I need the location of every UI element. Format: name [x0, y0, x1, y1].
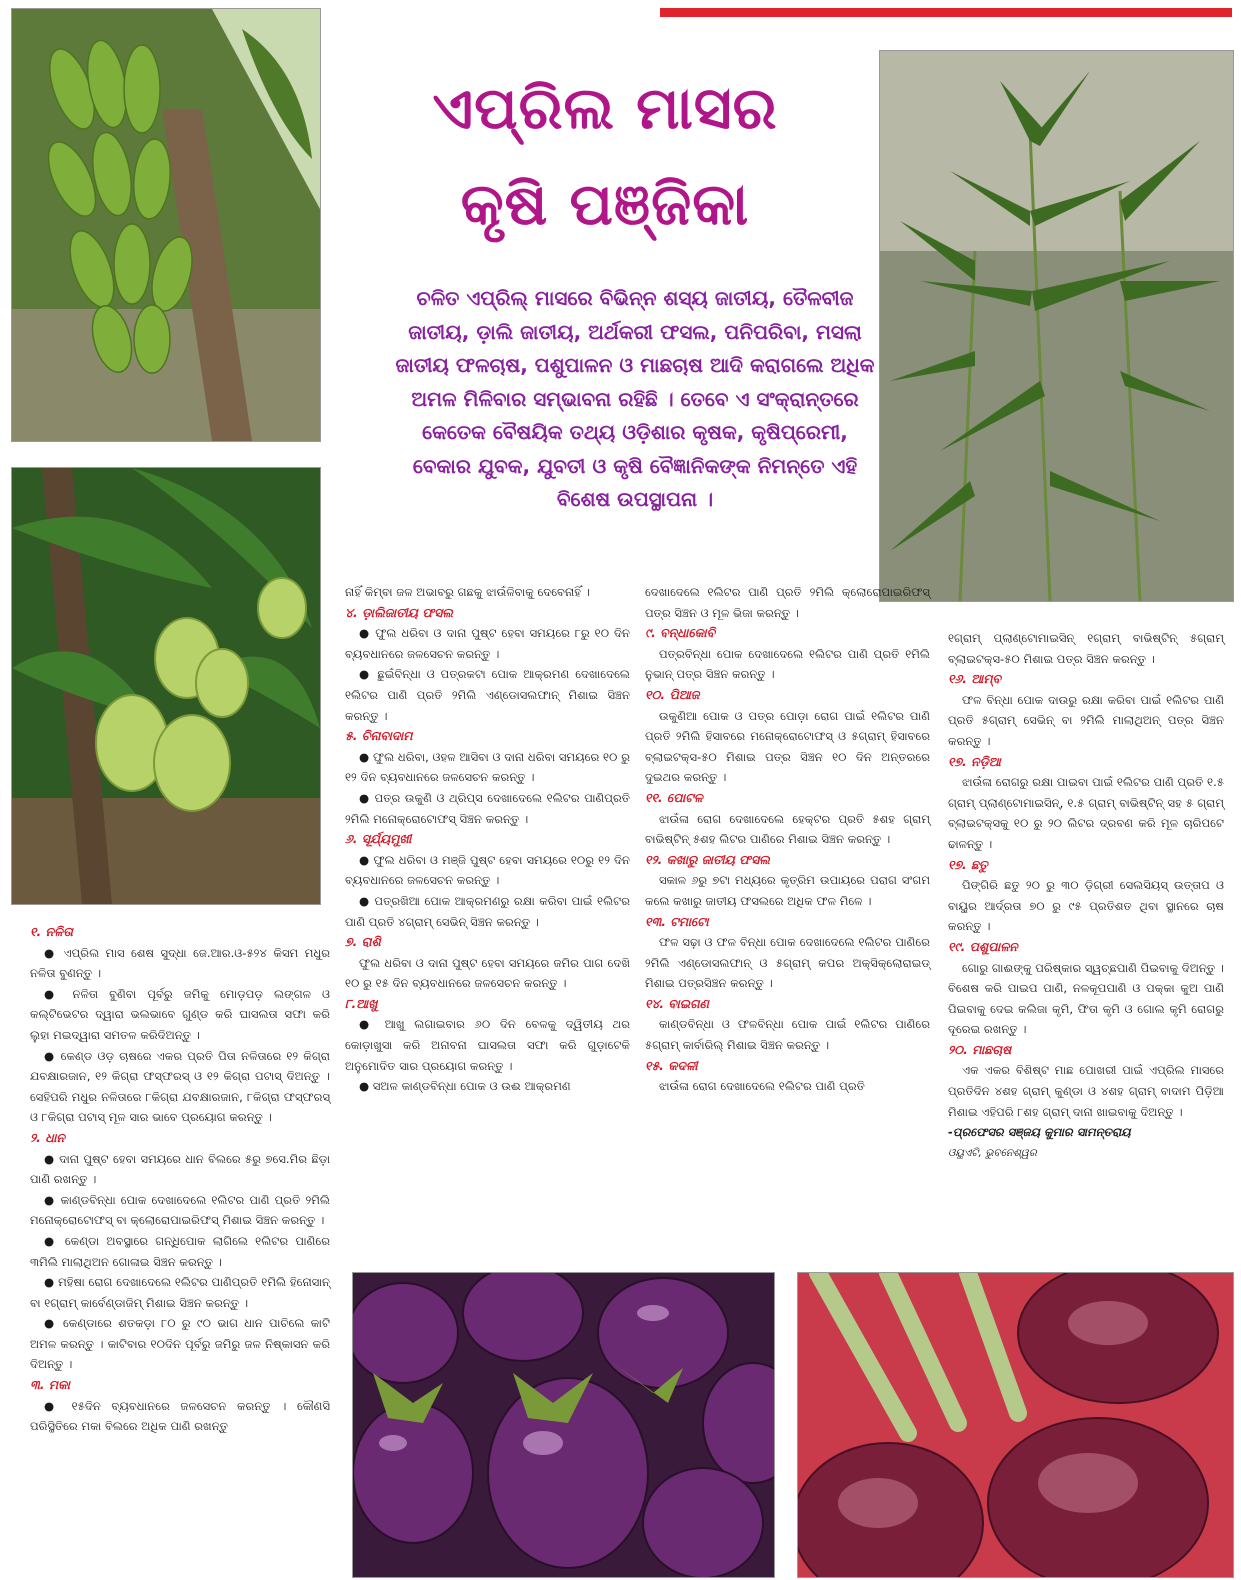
bullet-text: ● ମହିଷା ରୋଗ ଦେଖାଦେଲେ ୧ଲିଟର ପାଣିପ୍ରତି ୧ମିଲି ହିନୋସାନ୍ ବା ୧ଗ୍ରାମ୍ କାର୍ବେଣ୍ଡାଜିମ୍ ମିଶାଇ ସିଞ୍ଚନ କରନ୍ତୁ ।: [30, 1272, 330, 1313]
body-text: ସକାଳ ୬ରୁ ୭ଟା ମଧ୍ୟରେ କୃତ୍ରିମ ଉପାୟରେ ପରାଗ ସଂଗମ କଲେ କଖାରୁ ଜାତୀୟ ଫସଲରେ ଅଧିକ ଫଳ ମିଳେ ।: [645, 873, 930, 908]
bullet-text: ● ପତ୍ର ଉକୁଣି ଓ ଥ୍ରିପ୍ସ ଦେଖାଦେଲେ ୧ଲିଟର ପାଣିପ୍ରତି ୨ମିଲି ମନୋକ୍ରୋଟୋଫସ୍ ସିଞ୍ଚନ କରନ୍ତୁ ।: [345, 788, 630, 829]
bullet-text: ● ଏପ୍ରିଲ ମାସ ଶେଷ ସୁଦ୍ଧା ଜେ.ଆର.ଓ-୫୨୪ କିସମ ମଧୁର ନଳିତା ବୁଣନ୍ତୁ ।: [30, 943, 330, 984]
section-heading: ୧୨. କଖାରୁ ଜାତୀୟ ଫସଲ: [645, 851, 770, 867]
body-text: ଏକ ଏକର ବିଶିଷ୍ଟ ମାଛ ପୋଖରୀ ପାଇଁ ଏପ୍ରିଲ ମାସରେ ପ୍ରତିଦିନ ୪ଶହ ଗ୍ରାମ୍ କୁଣ୍ଡା ଓ ୪ଶହ ଗ୍ରାମ୍ ବାଦାମ ପିଡ଼ିଆ ମିଶାଇ ଏହିପରି ୮ଶହ ଗ୍ରାମ୍ ଦାନା ଖାଇବାକୁ ଦିଅନ୍ତୁ ।: [948, 1063, 1224, 1119]
body-text: ଝାଉଁଳା ରୋଗରୁ ରକ୍ଷା ପାଇବା ପାଇଁ ୧ଲିଟର ପାଣି ପ୍ରତି ୧.୫ ଗ୍ରାମ୍ ପ୍ଲାଣ୍ଟୋମାଇସିନ୍, ୧.୫ ଗ୍ରାମ୍ ବାଭିଷ୍ଟିନ୍ ସହ ୫ ଗ୍ରାମ୍ ବ୍ଲାଇଟକ୍ସକୁ ୧୦ ରୁ ୨୦ ଲିଟର ଦ୍ରବଣ କରି ମୂଳ ଚାରିପଟେ ଢାଳନ୍ତୁ ।: [948, 775, 1224, 851]
bullet-text: ● କେଣ୍ଡ ଓଡ଼ ଚାଷରେ ଏକର ପ୍ରତି ପିତା ନଳିତାରେ ୧୨ କିଗ୍ରା ଯବକ୍ଷାରଜାନ, ୧୨ କିଗ୍ରା ଫସ୍‌ଫରସ୍ ଓ ୧୨ କିଗ୍ରା ପଟାସ୍ ଦିଅନ୍ତୁ । ସେହିପରି ମଧୁର ନଳିତାରେ ୮କିଗ୍ରା ଯବକ୍ଷାରଜାନ, ୮କିଗ୍ରା ଫସ୍‌ଫରସ୍ ଓ ୮କିଗ୍ରା ପଟାସ୍ ମୂଳ ସାର ଭାବେ ପ୍ରୟୋଗ କରନ୍ତୁ ।: [30, 1046, 330, 1128]
body-text: ଉକୁଣିଆ ପୋକ ଓ ପତ୍ର ପୋଡ଼ା ରୋଗ ପାଇଁ ୧ଲିଟର ପାଣି ପ୍ରତି ୨ମିଲି ହିସାବରେ ମନୋକ୍ରୋଟୋଫସ୍ ଓ ୫ଗ୍ରାମ୍ ହିସାବରେ ବ୍ଲାଇଟକ୍ସ-୫୦ ମିଶାଇ ପତ୍ର ସିଞ୍ଚନ ୧୦ ଦିନ ଅନ୍ତରରେ ଦୁଇଥର କରନ୍ତୁ ।: [645, 708, 930, 785]
section-heading: ୧୧. ପୋଟଳ: [645, 789, 703, 805]
section-heading: ୮.ଆଖୁ: [345, 995, 378, 1011]
column-3: [645, 582, 930, 1097]
body-text: ଫଳ ସଢ଼ା ଓ ଫଳ ବିନ୍ଧା ପୋକ ଦେଖାଦେଲେ ୧ଲିଟର ପାଣିରେ ୨ମିଲି ଏଣ୍ଡୋସଲଫାନ୍ ଓ ୫ଗ୍ରାମ୍ କପର ଅକ୍ସିକ୍ଲୋରାଇଡ୍ ମିଶାଇ ପତ୍ରସିଞ୍ଚନ କରନ୍ତୁ ।: [645, 935, 930, 991]
body-text: କାଣ୍ଡବିନ୍ଧା ଓ ଫଳବିନ୍ଧା ପୋକ ପାଇଁ ୧ଲିଟର ପାଣିରେ ୫ଗ୍ରାମ୍ କାର୍ବାରିଲ୍ ମିଶାଇ ସିଞ୍ଚନ କରନ୍ତୁ ।: [645, 1017, 930, 1053]
onion-photo: [797, 1272, 1234, 1578]
bullet-text: ● ନଳିତା ବୁଣିବା ପୂର୍ବରୁ ଜମିକୁ ମୋଡ଼ପଡ଼ ଲଙ୍ଗଳ ଓ କଲ୍ଟିଭେଟର ଦ୍ୱାରା ଭଲଭାବେ ଗୁଣ୍ଡ କରି ଘାସଲତା ସଫା କରି ଲୁହା ମଇଦ୍ୱାରା ସମତଳ କରିଦିଅନ୍ତୁ ।: [30, 984, 330, 1046]
section-heading: ୧୯. ପଶୁପାଳନ: [948, 938, 1018, 954]
section-heading: ୫. ଚିନାବାଦାମ: [345, 728, 413, 744]
intro-paragraph: ଚଳିତ ଏପ୍ରିଲ୍ ମାସରେ ବିଭିନ୍ନ ଶସ୍ୟ ଜାତୀୟ, ତୈଳବୀଜ ଜାତୀୟ, ଡ଼ାଲି ଜାତୀୟ, ଅର୍ଥକରୀ ଫସଲ, ପନିପରିବା, ମସଲା ଜାତୀୟ ଫଳଚାଷ, ପଶୁପାଳନ ଓ ମାଛଚାଷ ଆଦି କରାଗଲେ ଅଧିକ ଅମଳ ମିଳିବାର ସମ୍ଭାବନା ରହିଛି । ତେବେ ଏ ସଂକ୍ରାନ୍ତରେ କେତେକ ବୈଷୟିକ ତଥ୍ୟ ଓଡ଼ିଶାର କୃଷକ, କୃଷିପ୍ରେମୀ, ବେକାର ଯୁବକ, ଯୁବତୀ ଓ କୃଷି ବୈଜ୍ଞାନିକଙ୍କ ନିମନ୍ତେ ଏହି ବିଶେଷ ଉପସ୍ଥାପନା ।: [395, 286, 875, 511]
bullet-text: ● ଫୁଲ ଧରିବା, ଓହଳ ଆସିବା ଓ ଦାନା ଧରିବା ସମୟରେ ୧୦ ରୁ ୧୨ ଦିନ ବ୍ୟବଧାନରେ ଜଳସେଚନ କରନ୍ତୁ ।: [345, 747, 630, 788]
section-heading: ୨୦. ମାଛଚାଷ: [948, 1041, 1012, 1057]
author-credit: -ପ୍ରଫେସର ସଞ୍ଜୟ କୁମାର ସାମନ୍ତରାୟ: [948, 1125, 1131, 1140]
bullet-text: ● ଛୁଇଁବିନ୍ଧା ଓ ପତ୍ରକଟା ପୋକ ଆକ୍ରମଣ ଦେଖାଦେଲେ ୧ଲିଟର ପାଣି ପ୍ରତି ୨ମିଲି ଏଣ୍ଡୋସଲଫାନ୍ ମିଶାଇ ସିଞ୍ଚନ କରନ୍ତୁ ।: [345, 664, 630, 726]
body-text: ଗୋରୁ ଗାଈଙ୍କୁ ପରିଷ୍କାର ସ୍ୱଚ୍ଛପାଣି ପିଇବାକୁ ଦିଅନ୍ତୁ । ବିଶେଷ କରି ପାଇପ ପାଣି, ନଳକୂପପାଣି ଓ ପକ୍କା କୁଅ ପାଣି ପିଇବାକୁ ଦେଇ କଲିଜା କୃମି, ଫିତା କୃମି ଓ ଗୋଲ କୃମି ରୋଗରୁ ଦୂରେଇ ରଖନ୍ତୁ ।: [948, 960, 1225, 1037]
body-text: ପତ୍ରବିନ୍ଧା ପୋକ ଦେଖାଦେଲେ ୧ଲିଟର ପାଣି ପ୍ରତି ୧ମିଲି ନୁଭାନ୍ ପତ୍ର ସିଞ୍ଚନ କରନ୍ତୁ ।: [645, 646, 930, 682]
title-line-1: ଏପ୍ରିଲ ମାସର: [432, 74, 778, 142]
bullet-text: ● ଫୁଲ ଧରିବା ଓ ମଞ୍ଜି ପୁଷ୍ଟ ହେବା ସମୟରେ ୧୦ରୁ ୧୨ ଦିନ ବ୍ୟବଧାନରେ ଜଳସେଚନ କରନ୍ତୁ ।: [345, 850, 630, 891]
section-heading: ୧. ନଳିତା: [30, 924, 73, 939]
body-text: ପିଙ୍ଗିରି ଛତୁ ୨୦ ରୁ ୩୦ ଡ଼ିଗ୍ରୀ ସେଲସିୟସ୍ ଉତ୍ତାପ ଓ ବାୟୁର ଆର୍ଦ୍ରତା ୭୦ ରୁ ୯୫ ପ୍ରତିଶତ ଥିବା ସ୍ଥାନରେ ଚାଷ କରନ୍ତୁ ।: [948, 878, 1224, 934]
section-heading: ୩. ମକା: [30, 1377, 71, 1393]
bullet-text: ● ୧୫ଦିନ ବ୍ୟବଧାନରେ ଜଳସେଚନ କରନ୍ତୁ । କୌଣସି ପରିସ୍ଥିତିରେ ମକା ବିଲରେ ଅଧିକ ପାଣି ରଖନ୍ତୁ: [30, 1396, 330, 1437]
page-title: [335, 60, 875, 252]
section-heading: ୧୭. ଛତୁ: [948, 856, 988, 872]
jute-plant-photo: [879, 50, 1234, 602]
bullet-text: ● କାଣ୍ଡବିନ୍ଧା ପୋକ ଦେଖାଦେଲେ ୧ଲିଟର ପାଣି ପ୍ରତି ୨ମିଲି ମନୋକ୍ରୋଟୋଫସ୍ ବା କ୍ଲୋରୋପାଇରିଫସ୍ ମିଶାଇ ସିଞ୍ଚନ କରନ୍ତୁ ।: [30, 1190, 330, 1231]
bullet-text: ● କେଣ୍ଡା ଅବସ୍ଥାରେ ଗନ୍ଧିପୋକ ଲାଗିଲେ ୧ଲିଟର ପାଣିରେ ୩ମିଲି ମାଲାଥିଅନ ଗୋଳାଇ ସିଞ୍ଚନ କରନ୍ତୁ ।: [30, 1231, 330, 1272]
bullet-text: ● ପତ୍ରଖିଆ ପୋକ ଆକ୍ରମଣରୁ ରକ୍ଷା କରିବା ପାଇଁ ୧ଲିଟର ପାଣି ପ୍ରତି ୪ଗ୍ରାମ୍ ସେଭିନ୍ ସିଞ୍ଚନ କରନ୍ତୁ ।: [345, 891, 630, 932]
bullet-text: ● ଦାନା ପୁଷ୍ଟ ହେବା ସମୟରେ ଧାନ ବିଲରେ ୫ରୁ ୭ସେ.ମିର ଛିଡ଼ା ପାଣି ରଖନ୍ତୁ ।: [30, 1149, 330, 1190]
section-heading: ୧୭. ନଡ଼ିଆ: [948, 753, 1001, 769]
bullet-text: ● କେଣ୍ଡାରେ ଶତକଡ଼ା ୮୦ ରୁ ୯୦ ଭାଗ ଧାନ ପାଚିଲେ କାଟି ଅମଳ କରନ୍ତୁ । କାଟିବାର ୧୦ଦିନ ପୂର୍ବରୁ ଜମିରୁ ଜଳ ନିଷ୍କାସନ କରି ଦିଅନ୍ତୁ ।: [30, 1313, 330, 1375]
column-2: [345, 582, 630, 1097]
section-heading: ୬. ସୂର୍ଯ୍ୟମୁଖୀ: [345, 831, 412, 847]
bullet-text: ● ଆଖୁ ଲଗାଇବାର ୬୦ ଦିନ ବେଳକୁ ଦ୍ୱିତୀୟ ଥର କୋଡ଼ାଖୁସା କରି ଅନାବନା ଘାସଲତା ସଫା କରି ଗୁଡ଼ାଟେକି ଅନୁମୋଦିତ ସାର ପ୍ରୟୋଗ କରନ୍ତୁ ।: [345, 1014, 630, 1076]
section-heading: ୪. ଡ଼ାଲିଜାତୀୟ ଫସଲ: [345, 604, 453, 620]
mango-photo: [11, 467, 321, 905]
section-heading: ୧୬. ଆମ୍ବ: [948, 671, 1001, 687]
section-heading: ୧୩. ଟମାଟୋ: [645, 913, 709, 929]
continued-text: ୧ଗ୍ରାମ୍ ପ୍ଲାଣ୍ଟୋମାଇସିନ୍ ୧ଗ୍ରାମ୍ ବାଭିଷ୍ଟିନ୍ ୫ଗ୍ରାମ୍ ବ୍ଲାଇଟକ୍ସ-୫୦ ମିଶାଇ ପତ୍ର ସିଞ୍ଚନ କରନ୍ତୁ ।: [948, 631, 1224, 666]
bullet-text: ● ଫୁଲ ଧରିବା ଓ ଦାନା ପୁଷ୍ଟ ହେବା ସମୟରେ ୮ରୁ ୧୦ ଦିନ ବ୍ୟବଧାନରେ ଜଳସେଚନ କରନ୍ତୁ ।: [345, 623, 630, 664]
section-heading: ୧୫. କଦଳୀ: [645, 1057, 698, 1073]
bullet-text: ● ସଅଳ କାଣ୍ଡବିନ୍ଧା ପୋକ ଓ ଉଈ ଆକ୍ରମଣ: [345, 1076, 630, 1097]
section-heading: ୨. ଧାନ: [30, 1129, 65, 1145]
section-heading: ୧୪. ବାଇଗଣ: [645, 995, 709, 1011]
continued-text: ଦେଖାଦେଲେ ୧ଲିଟର ପାଣି ପ୍ରତି ୨ମିଲି କ୍ଲୋରୋପାଇରିଫସ୍ ପତ୍ର ସିଞ୍ଚନ ଓ ମୂଳ ଭିଜା କରନ୍ତୁ ।: [645, 585, 930, 620]
banana-photo: [11, 8, 321, 442]
top-red-bar: [660, 8, 1232, 17]
column-1: [30, 922, 330, 1437]
author-affiliation: ଓୟୁଏଟି, ଭୁବନେଶ୍ୱର: [948, 1146, 1037, 1159]
continued-text: ନାହିଁ କିମ୍ବା ଜଳ ଅଭାବରୁ ଗଛକୁ ଝାଉଁଳିବାକୁ ଦେବେନାହିଁ ।: [345, 585, 590, 599]
brinjal-photo: [352, 1272, 775, 1578]
body-text: ଝାଉଁଳା ରୋଗ ଦେଖାଦେଲେ ୧ଲିଟର ପାଣି ପ୍ରତି: [659, 1079, 865, 1094]
body-text: ଫୁଲ ଧରିବା ଓ ଦାନା ପୁଷ୍ଟ ହେବା ସମୟରେ ଜମିର ପାଗ ଦେଖି ୧୦ ରୁ ୧୫ ଦିନ ବ୍ୟବଧାନରେ ଜଳସେଚନ କରନ୍ତୁ ।: [345, 955, 630, 991]
column-4: [948, 628, 1224, 1163]
section-heading: ୭. ରାଶି: [345, 934, 381, 950]
body-text: ଝାଉଁଳା ରୋଗ ଦେଖାଦେଲେ ହେକ୍ଟର ପ୍ରତି ୫ଶହ ଗ୍ରାମ୍ ବାଭିଷ୍ଟିନ୍ ୫ଶହ ଲିଟର ପାଣିରେ ମିଶାଇ ସିଞ୍ଚନ କରନ୍ତୁ ।: [645, 811, 930, 847]
section-heading: ୧୦. ପିଆଜ: [645, 686, 700, 702]
section-heading: ୯. ବନ୍ଧାକୋବି: [645, 625, 716, 641]
body-text: ଫଳ ବିନ୍ଧା ପୋକ ଦାଉରୁ ରକ୍ଷା କରିବା ପାଇଁ ୧ଲିଟର ପାଣି ପ୍ରତି ୫ଗ୍ରାମ୍ ସେଭିନ୍ ବା ୨ମିଲି ମାଲାଥିଅନ୍ ପତ୍ର ସିଞ୍ଚନ କରନ୍ତୁ ।: [948, 692, 1224, 748]
title-line-2: କୃଷି ପଞ୍ଜିକା: [460, 170, 750, 238]
